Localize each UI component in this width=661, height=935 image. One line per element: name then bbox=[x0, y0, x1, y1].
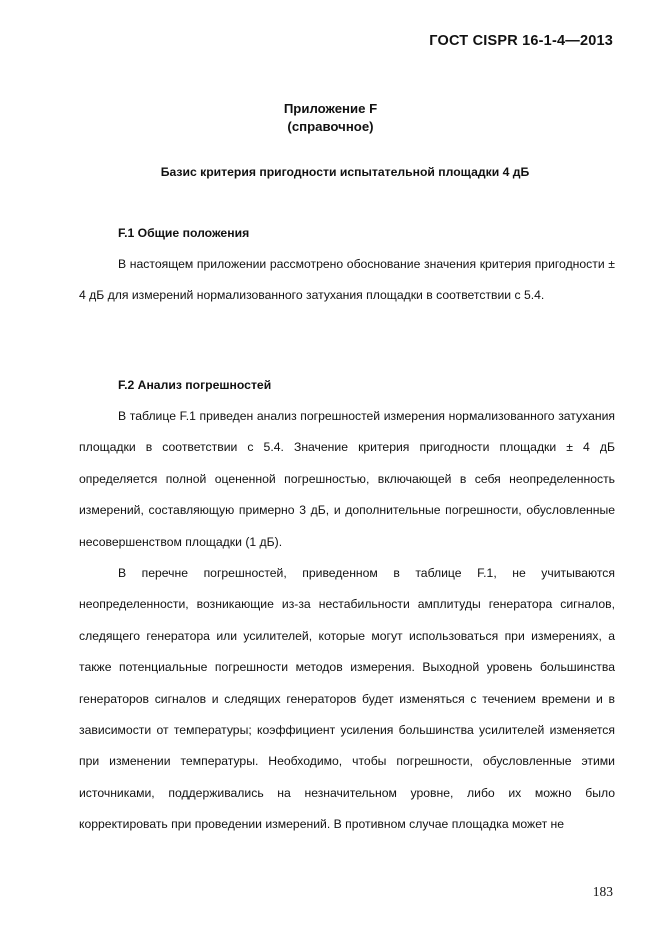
paragraph-f1-1: В настоящем приложении рассмотрено обоснование значения критерия пригодности ± 4 дБ для измерений нормализованного затухания площадки в соответствии с 5.4. bbox=[79, 257, 615, 303]
annex-kind: (справочное) bbox=[287, 119, 374, 134]
paragraph-f2-2: В перечне погрешностей, приведенном в таблице F.1, не учитываются неопределенности, возникающие из-за нестабильности амплитуды генератора сигналов, следящего генератора или усилителей, которые могут использоваться при измерениях, а также потенциальные погрешности методов измерения. Выходной уровень большинства генераторов сигналов и следящих генераторов будет изменяться с течением времени и в зависимости от температуры; коэффициент усиления большинства усилителей изменяется при изменении температуры. Необходимо, чтобы погрешности, обусловленные этими источниками, поддерживались на незначительном уровне, либо их можно было корректировать при проведении измерений. В противном случае площадка может не bbox=[79, 566, 615, 832]
paragraph-f2-1: В таблице F.1 приведен анализ погрешностей измерения нормализованного затухания площадки в соответствии с 5.4. Значение критерия пригодности площадки ± 4 дБ определяется полной оцененной погрешностью, включающей в себя неопределенность измерений, составляющую примерно 3 дБ, и дополнительные погрешности, обусловленные несовершенством площадки (1 дБ). bbox=[79, 409, 615, 549]
page-number: 183 bbox=[592, 884, 613, 899]
document-code: ГОСТ CISPR 16-1-4—2013 bbox=[429, 33, 613, 49]
annex-heading: Базис критерия пригодности испытательной площадки 4 дБ bbox=[160, 165, 530, 179]
annex-title: Приложение F bbox=[283, 101, 378, 116]
section-title-f2: F.2 Анализ погрешностей bbox=[118, 378, 272, 392]
section-title-f1: F.1 Общие положения bbox=[118, 226, 250, 240]
